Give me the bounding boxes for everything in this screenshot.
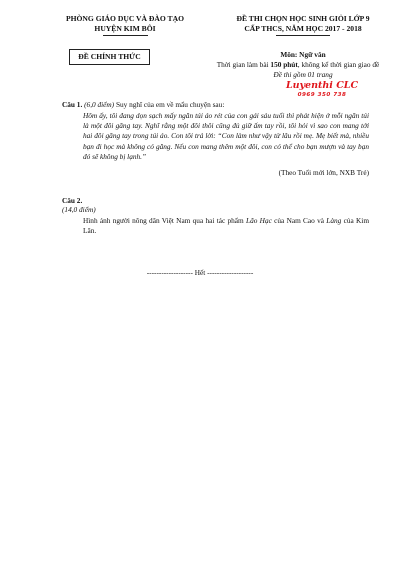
time-suffix: , không kể thời gian giao đề xyxy=(297,60,380,69)
time-limit xyxy=(193,60,400,70)
question2-label: Câu 2. xyxy=(62,196,83,205)
header-left-underline xyxy=(103,35,148,36)
question1-story: Hôm ấy, tôi đang dọn sạch mấy ngăn túi áo rét của con gái sáu tuổi thì phát hiện ở mỗi ngăn túi là một đôi găng tay. Nghĩ rằng một đôi thôi cũng đủ giữ ấm tay rồi, tôi hỏi vì sao con mang tới hai đôi găng tay trong túi áo. Con tôi trả lời: “Con làm như vậy từ lâu rồi mẹ. Mẹ biết mà, nhiều bạn đi học mà không có găng. Nếu con mang thêm một đôi, con có thể cho bạn mượn và tay bạn đó sẽ không bị lạnh.” xyxy=(83,111,369,161)
question1-heading xyxy=(62,100,362,110)
question2-work1: Lão Hạc xyxy=(246,216,272,225)
pages-note: Đề thi gồm 01 trang xyxy=(273,70,333,79)
time-prefix: Thời gian làm bài xyxy=(216,60,271,69)
brand-phone: 0969 350 738 xyxy=(297,92,347,98)
question2-text-part2: của Nam Cao và xyxy=(271,216,327,225)
question1-points: (6,0 điểm) xyxy=(84,100,115,109)
question2-text xyxy=(83,216,369,236)
question2-text-part3: của Kim Lân. xyxy=(83,216,370,236)
exam-end-marker: ------------------- Hết ------------------- xyxy=(146,268,254,277)
exam-title: ĐỀ THI CHỌN HỌC SINH GIỎI LỚP 9 xyxy=(236,14,370,23)
header-right-underline xyxy=(276,35,330,36)
question2-text-part1: Hình ảnh người nông dân Việt Nam qua hai tác phẩm xyxy=(83,216,247,225)
question1-prompt: Suy nghĩ của em về mẩu chuyện sau: xyxy=(115,100,225,109)
district-name: HUYỆN KIM BÔI xyxy=(94,24,156,33)
brand-stamp: Luyenthi CLC xyxy=(285,80,359,91)
subject-label: Môn: Ngữ văn xyxy=(280,50,326,59)
official-exam-box: ĐỀ CHÍNH THỨC xyxy=(69,49,150,65)
question2-work2: Làng xyxy=(326,216,342,225)
department-name: PHÒNG GIÁO DỤC VÀ ĐÀO TẠO xyxy=(65,14,185,23)
school-year: CẤP THCS, NĂM HỌC 2017 - 2018 xyxy=(244,24,362,33)
question1-source: (Theo Tuổi mới lớn, NXB Trẻ) xyxy=(278,168,369,177)
question1-label: Câu 1. xyxy=(62,100,83,109)
question2-points: (14,0 điểm) xyxy=(62,205,96,214)
time-value: 150 phút xyxy=(270,60,298,69)
